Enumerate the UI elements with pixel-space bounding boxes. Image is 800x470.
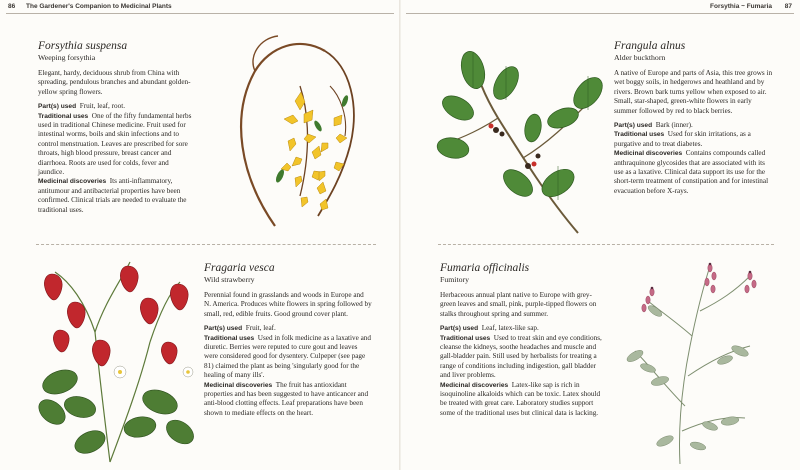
discoveries-label: Medicinal discoveries <box>614 150 683 158</box>
latin-name: Fumaria officinalis <box>440 262 530 274</box>
entry-fragaria <box>204 262 372 418</box>
medicinal-discoveries <box>614 149 776 196</box>
parts-label: Part(s) used <box>614 122 653 130</box>
latin-name: Frangula alnus <box>614 40 686 52</box>
discoveries-text: Contains compounds called anthraquinone glycosides that are associated with its use as a laxative. Clinical data support its use for the short-term treatment of constipation and for intestinal evacuation before X-rays. <box>614 149 769 195</box>
medicinal-discoveries <box>38 177 196 215</box>
traditional-uses <box>38 112 196 178</box>
description: Elegant, hardy, deciduous shrub from China with spreading, pendulous branches and abundant golden-yellow spring flowers. <box>38 69 191 96</box>
traditional-uses <box>614 130 776 149</box>
discoveries-label: Medicinal discoveries <box>38 178 107 186</box>
discoveries-label: Medicinal discoveries <box>204 381 273 389</box>
parts-used <box>38 102 196 111</box>
right-running-head <box>400 0 800 16</box>
description: Herbaceous annual plant native to Europe with grey-green leaves and small, pink, purple-tipped flowers on stalks throughout spring and summer. <box>440 291 597 318</box>
uses-label: Traditional uses <box>38 112 89 120</box>
frangula-illustration <box>438 48 608 238</box>
right-page-number: 87 <box>784 3 792 10</box>
discoveries-text: Its anti-inflammatory, antitumour and antibacterial properties have been confirmed. Clinical trials are needed to evaluate the traditional uses. <box>38 177 187 214</box>
fragaria-illustration <box>30 252 200 466</box>
medicinal-discoveries <box>204 381 372 419</box>
uses-text: Used to treat skin and eye conditions, cleanse the kidneys, soothe headaches and muscle and gall-bladder pain. Still used by herbalists for treating a range of conditions including indigestion, gall bladder and liver problems. <box>440 333 602 380</box>
right-section-divider <box>438 244 774 245</box>
common-name: Alder buckthorn <box>614 53 666 62</box>
parts-text: Leaf, latex-like sap. <box>481 324 539 333</box>
discoveries-text: Latex-like sap is rich in isoquinoline alkaloids which can be toxic. Latex should be treated with great care. Laboratory studies support some of the traditional uses but clinical data is lacking. <box>440 380 601 417</box>
traditional-uses <box>204 334 372 381</box>
uses-text: Used in folk medicine as a laxative and diuretic. Berries were reputed to cure gout and leaves were considered good for dysentery. Culpeper (see page 81) claimed the plant as being 'singularly good for the healing of many ills'. <box>204 333 371 380</box>
left-running-title: The Gardener's Companion to Medicinal Plants <box>26 3 172 10</box>
medicinal-discoveries <box>440 381 604 419</box>
right-running-title: Forsythia ~ Fumaria <box>710 3 772 10</box>
fumaria-illustration <box>610 256 780 466</box>
traditional-uses <box>440 334 604 381</box>
parts-text: Fruit, leaf. <box>245 324 276 333</box>
common-name: Weeping forsythia <box>38 53 96 62</box>
discoveries-label: Medicinal discoveries <box>440 381 509 389</box>
latin-name: Forsythia suspensa <box>38 40 128 52</box>
uses-label: Traditional uses <box>440 334 491 342</box>
parts-used <box>204 324 372 333</box>
left-header-rule <box>6 13 394 14</box>
parts-text: Bark (inner). <box>655 121 693 130</box>
parts-label: Part(s) used <box>204 325 243 333</box>
uses-text: One of the fifty fundamental herbs used in traditional Chinese medicine. Fruit used for intestinal worms, boils and skin infections and to control menstruation. Leaves are prescribed for sore throats, high blood pressure, breast cancer and diarrhoea. Roots are used for colds, fever and jaundice. <box>38 111 192 177</box>
parts-label: Part(s) used <box>440 325 479 333</box>
latin-name: Fragaria vesca <box>204 262 275 274</box>
book-gutter <box>399 0 401 470</box>
uses-label: Traditional uses <box>614 131 665 139</box>
discoveries-text: The fruit has antioxidant properties and has been suggested to have anticancer and anti-blood clotting effects. Leaf preparations have been shown to mediate effects on the heart. <box>204 380 369 417</box>
common-name: Fumitory <box>440 275 470 284</box>
parts-used <box>440 324 604 333</box>
common-name: Wild strawberry <box>204 275 255 284</box>
left-section-divider <box>36 244 376 245</box>
parts-used <box>614 121 776 130</box>
description: Perennial found in grasslands and woods in Europe and N. America. Produces white flowers in spring followed by small, red, edible fruits. Good ground cover plant. <box>204 291 372 318</box>
uses-label: Traditional uses <box>204 334 255 342</box>
entry-frangula <box>614 40 776 196</box>
entry-fumaria <box>440 262 604 418</box>
entry-forsythia <box>38 40 196 215</box>
left-page-number: 86 <box>8 3 16 10</box>
forsythia-illustration <box>200 26 380 238</box>
left-running-head <box>0 0 400 16</box>
right-header-rule <box>406 13 794 14</box>
parts-label: Part(s) used <box>38 103 77 111</box>
parts-text: Fruit, leaf, root. <box>79 102 126 111</box>
description: A native of Europe and parts of Asia, this tree grows in wet boggy soils, in hedgerows and heathland and by rivers. Brown bark turns yellow when exposed to air. Small, star-shaped, green-white flowers in early summer followed by red to black berries. <box>614 69 773 115</box>
uses-text: Used for skin irritations, as a purgative and to treat diabetes. <box>614 130 751 148</box>
